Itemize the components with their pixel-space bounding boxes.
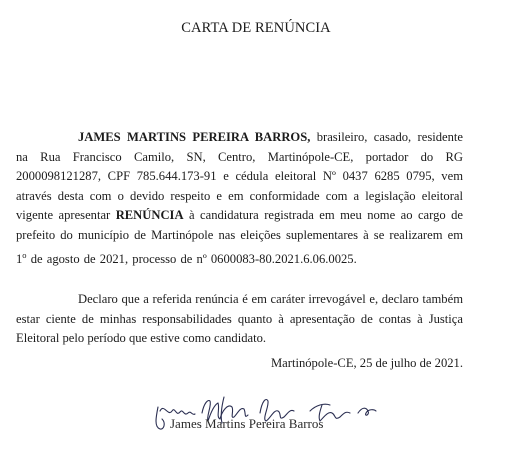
- declaration-text-part-2: à candidatura registrada em meu nome ao cargo de prefeito do município de Martinópole nas eleições suplementares à se realizarem em 1: [16, 208, 464, 266]
- place-and-date: Martinópole-CE, 25 de julho de 2021.: [270, 356, 463, 370]
- irrevocability-paragraph: Declaro que a referida renúncia é em caráter irrevogável e, declaro também estar ciente de minhas responsabilidades quanto à apresentação de contas à Justiça Eleitoral pelo período que estive como candidato.: [16, 292, 463, 346]
- declarant-name: JAMES MARTINS PEREIRA BARROS,: [78, 130, 311, 144]
- ordinal-superscript: o: [22, 249, 27, 260]
- signer-name: James Martins Pereira Barros: [170, 416, 324, 431]
- declaration-text-part-1: brasileiro, casado, residente na Rua Francisco Camilo, SN, Centro, Martinópole-CE, portador do RG 2000098121287, CPF 785.644.173-91 e cédula eleitoral Nº 0437 6285 0795, vem através desta com o devido respeito e em conformidade com a legislação eleitoral vigente apresentar: [16, 130, 463, 223]
- renuncia-emphasis: RENÚNCIA: [115, 208, 184, 223]
- declaration-text-part-3: de agosto de 2021, processo de nº 0600083-80.2021.6.06.0025.: [26, 251, 357, 266]
- letter-title: CARTA DE RENÚNCIA: [181, 20, 331, 36]
- declaration-paragraph: [16, 128, 463, 269]
